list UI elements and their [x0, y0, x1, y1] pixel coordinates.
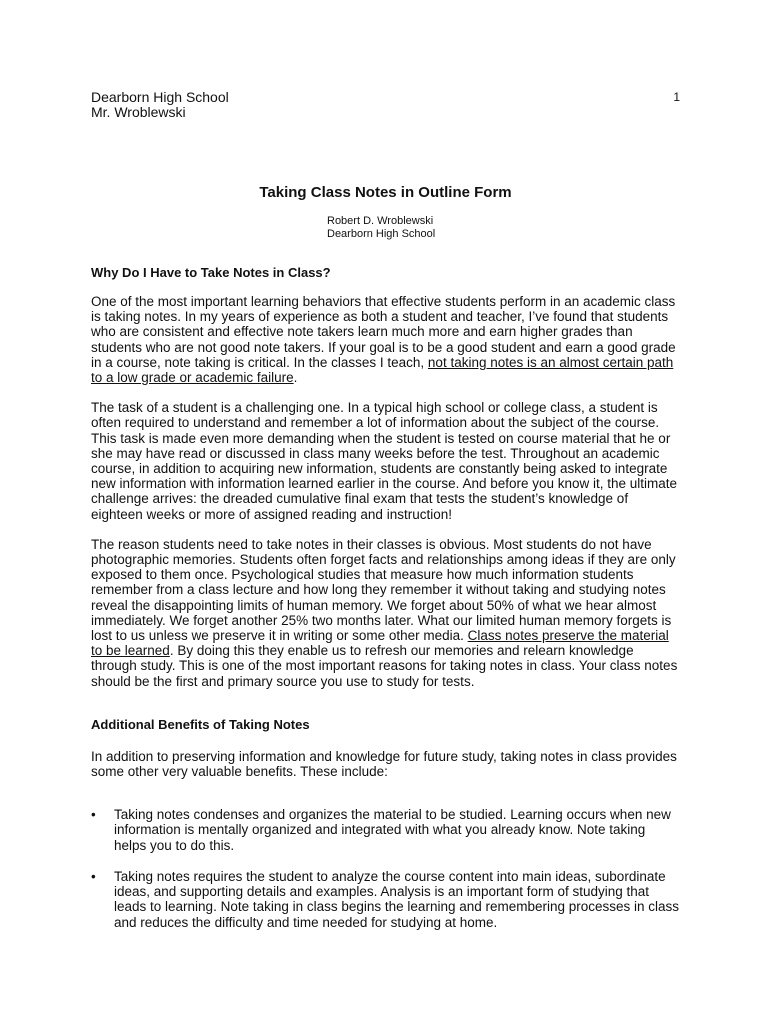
list-item-text: Taking notes requires the student to analyze the course content into main ideas, subordinate ideas, and supporting details and examples. Analysis is an important form of studying that leads to learning. Note taking in class begins the learning and remembering processes in class and reduces the difficulty and time needed for studying at home.: [114, 868, 680, 930]
paragraph-3-text: The reason students need to take notes in their classes is obvious. Most students do not have photographic memories. Students often forget facts and relationships among ideas if they are only exposed to them once. Psychological studies that measure how much information students remember from a class lecture and how long they remember it without taking and studying notes reveal the disappointing limits of human memory. We forget about 50% of what we hear almost immediately. We forget another 25% two months later. What our limited human memory forgets is lost to us unless we preserve it in writing or some other media.: [91, 536, 676, 644]
section-heading-why: Why Do I Have to Take Notes in Class?: [91, 265, 331, 280]
bullet-icon: •: [91, 868, 96, 884]
paragraph-3-end: . By doing this they enable us to refresh our memories and relearn knowledge through study. This is one of the most important reasons for taking notes in class. Your class notes should be the first and primary source you use to study for tests.: [91, 643, 678, 689]
byline: [327, 215, 680, 241]
page-header: [91, 90, 680, 120]
list-item-text: Taking notes condenses and organizes the material to be studied. Learning occurs when new information is mentally organized and integrated with what you already know. Note taking helps you to do this.: [114, 807, 671, 853]
header-school: Dearborn High School: [91, 89, 229, 105]
paragraph-1-end: .: [293, 370, 298, 386]
paragraph-3: [91, 537, 680, 689]
document-title: Taking Class Notes in Outline Form: [259, 184, 512, 201]
paragraph-1: [91, 294, 680, 385]
benefits-intro: In addition to preserving information and knowledge for future study, taking notes in class provides some other very valuable benefits. These include:: [91, 748, 677, 780]
list-item: [91, 869, 680, 930]
bullet-icon: •: [91, 807, 96, 823]
list-item: [91, 807, 680, 853]
paragraph-3-underlined: Class notes preserve the material to be learned: [91, 628, 669, 659]
paragraph-1-underlined: not taking notes is an almost certain path to a low grade or academic failure: [91, 354, 674, 386]
benefits-list: [91, 807, 680, 929]
byline-school: Dearborn High School: [327, 228, 436, 240]
section-heading-benefits: Additional Benefits of Taking Notes: [91, 716, 310, 732]
header-teacher: Mr. Wroblewski: [91, 104, 186, 120]
byline-author: Robert D. Wroblewski: [327, 215, 434, 227]
paragraph-1-text: One of the most important learning behaviors that effective students perform in an academic class is taking notes. In my years of experience as both a student and teacher, I’ve found that students who are consistent and effective note takers learn much more and earn higher grades than students who are not good note takers. If your goal is to be a good student and earn a good grade in a course, note taking is critical. In the classes I teach,: [91, 294, 676, 370]
paragraph-2: The task of a student is a challenging one. In a typical high school or college class, a student is often required to understand and remember a lot of information about the subject of the course. This task is made even more demanding when the student is tested on course material that he or she may have read or discussed in class many weeks before the test. Throughout an academic course, in addition to acquiring new information, students are constantly being asked to integrate new information with information learned earlier in the course. And before you know it, the ultimate challenge arrives: the dreaded cumulative final exam that tests the student’s knowledge of eighteen weeks or more of assigned reading and instruction!: [91, 400, 678, 522]
page-number: 1: [673, 90, 680, 104]
